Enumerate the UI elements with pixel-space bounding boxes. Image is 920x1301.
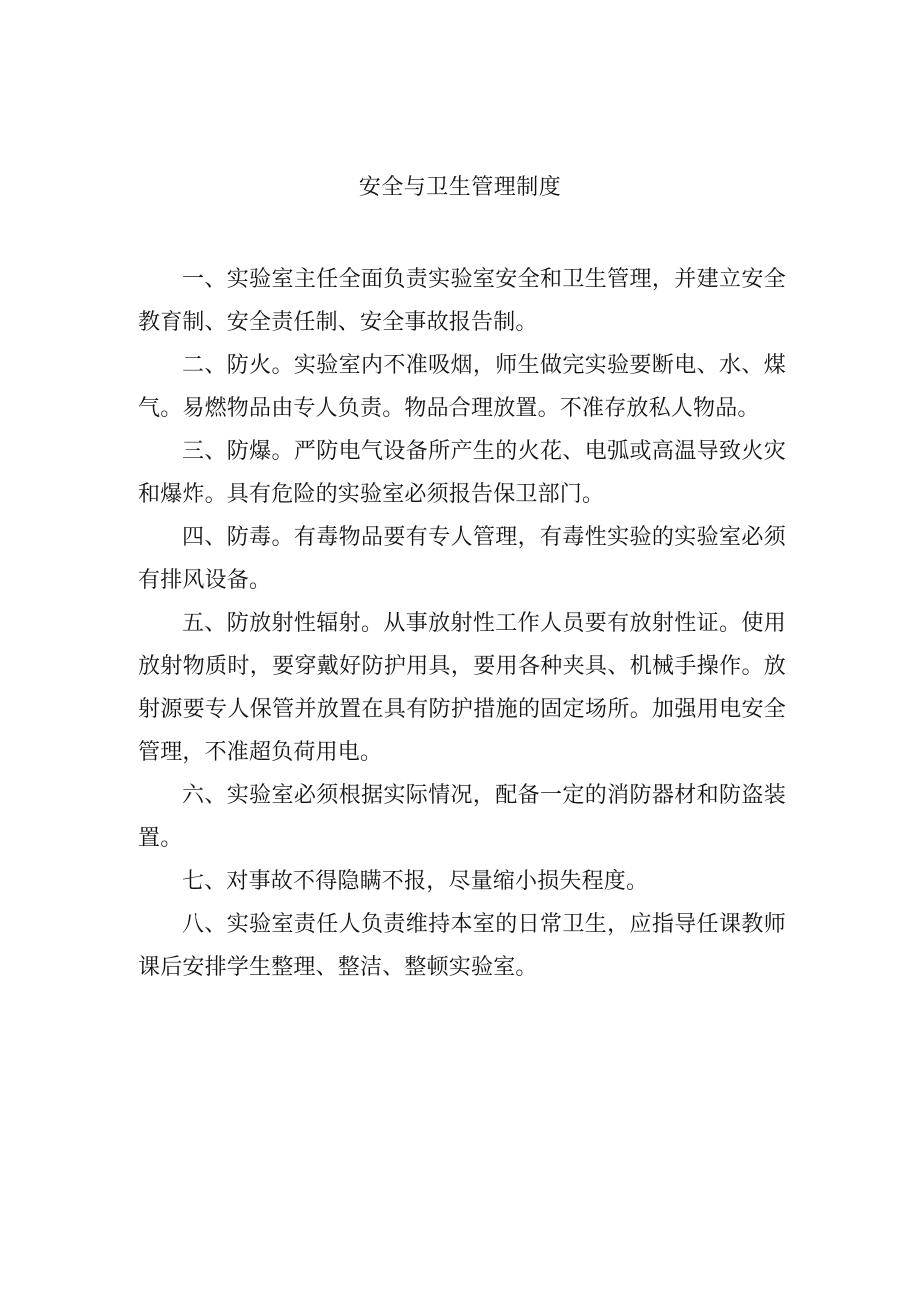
paragraph-7: 七、对事故不得隐瞒不报，尽量缩小损失程度。 xyxy=(182,869,649,894)
paragraph-3: 三、防爆。严防电气设备所产生的火花、电弧或高温导致火灾和爆炸。具有危险的实验室必须报告保卫部门。 xyxy=(138,439,786,507)
paragraph-6: 六、实验室必须根据实际情况，配备一定的消防器材和防盗装置。 xyxy=(138,783,786,851)
paragraph-5: 五、防放射性辐射。从事放射性工作人员要有放射性证。使用放射物质时，要穿戴好防护用具，要用各种夹具、机械手操作。放射源要专人保管并放置在具有防护措施的固定场所。加强用电安全管理，不准超负荷用电。 xyxy=(138,611,786,765)
paragraph-4: 四、防毒。有毒物品要有专人管理，有毒性实验的实验室必须有排风设备。 xyxy=(138,525,786,593)
paragraph-1: 一、实验室主任全面负责实验室安全和卫生管理，并建立安全教育制、安全责任制、安全事故报告制。 xyxy=(138,267,786,335)
paragraph-2: 二、防火。实验室内不准吸烟，师生做完实验要断电、水、煤气。易燃物品由专人负责。物品合理放置。不准存放私人物品。 xyxy=(138,353,786,421)
paragraph-8: 八、实验室责任人负责维持本室的日常卫生，应指导任课教师课后安排学生整理、整洁、整顿实验室。 xyxy=(138,912,786,980)
document-title: 安全与卫生管理制度 xyxy=(358,175,562,200)
document-body xyxy=(138,258,786,989)
